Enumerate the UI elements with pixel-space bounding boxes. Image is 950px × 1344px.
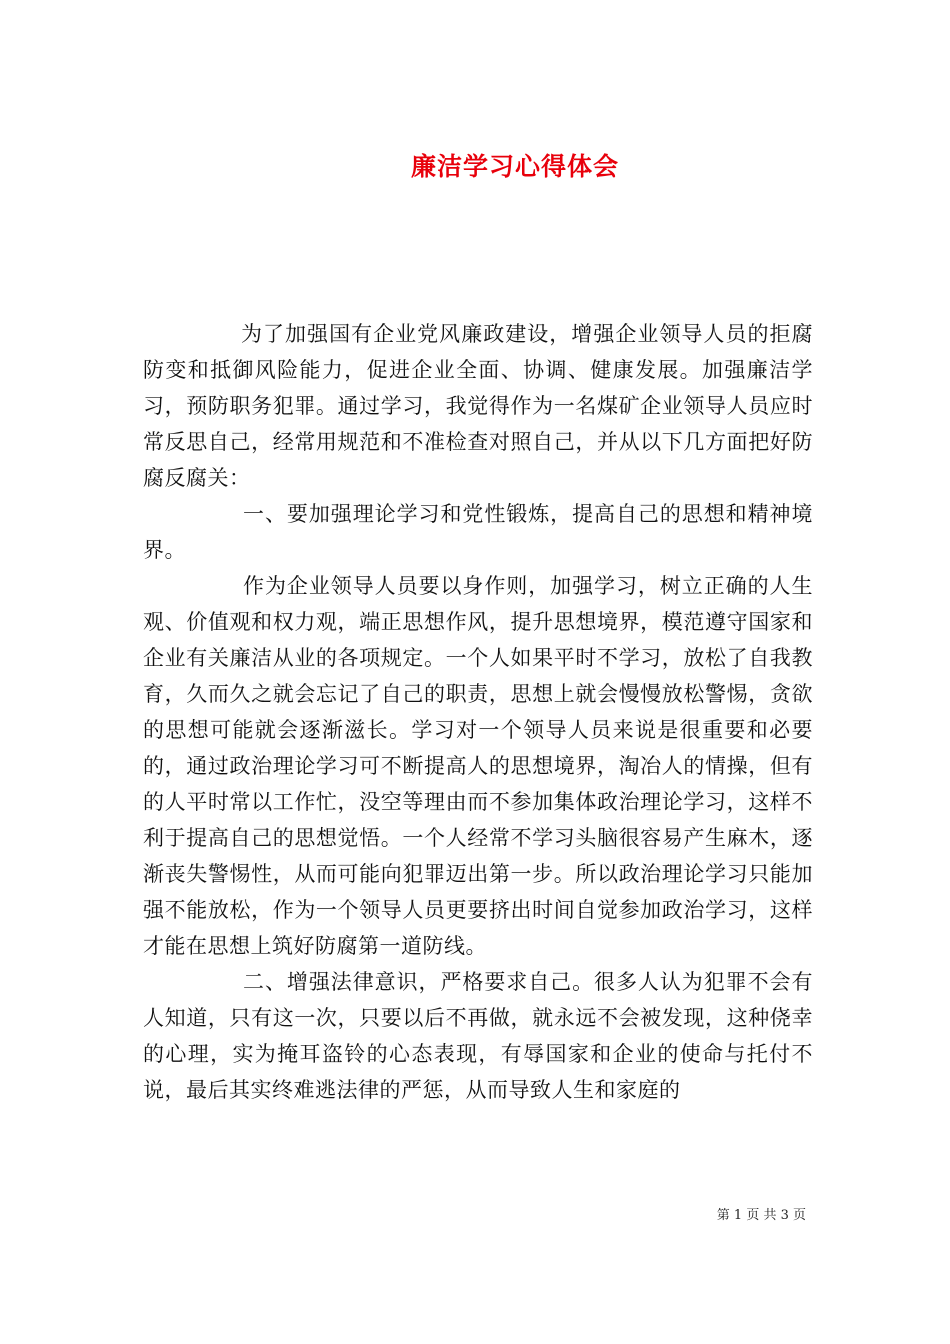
- paragraph-section-one-body: 作为企业领导人员要以身作则，加强学习，树立正确的人生观、价值观和权力观，端正思想作风，提升思想境界，模范遵守国家和企业有关廉洁从业的各项规定。一个人如果平时不学习，放松了自我教育，久而久之就会忘记了自己的职责，思想上就会慢慢放松警惕，贪欲的思想可能就会逐渐滋长。学习对一个领导人员来说是很重要和必要的，通过政治理论学习可不断提高人的思想境界，淘冶人的情操，但有的人平时常以工作忙，没空等理由而不参加集体政治理论学习，这样不利于提高自己的思想觉悟。一个人经常不学习头脑很容易产生麻木，逐渐丧失警惕性，从而可能向犯罪迈出第一步。所以政治理论学习只能加强不能放松，作为一个领导人员更要挤出时间自觉参加政治学习，这样才能在思想上筑好防腐第一道防线。: [143, 574, 813, 958]
- page-number: 第 1 页 共 3 页: [716, 1208, 806, 1223]
- document-title: 廉洁学习心得体会: [410, 151, 619, 181]
- paragraph-section-two: 二、增强法律意识，严格要求自己。很多人认为犯罪不会有人知道，只有这一次，只要以后不再做，就永远不会被发现，这种侥幸的心理，实为掩耳盗铃的心态表现，有辱国家和企业的使命与托付不说，最后其实终难逃法律的严惩，从而导致人生和家庭的: [143, 970, 813, 1102]
- paragraph-section-one-heading: 一、要加强理论学习和党性锻炼，提高自己的思想和精神境界。: [143, 502, 813, 562]
- document-body: [143, 316, 813, 1108]
- paragraph-intro: 为了加强国有企业党风廉政建设，增强企业领导人员的拒腐防变和抵御风险能力，促进企业全面、协调、健康发展。加强廉洁学习，预防职务犯罪。通过学习，我觉得作为一名煤矿企业领导人员应时常反思自己，经常用规范和不准检查对照自己，并从以下几方面把好防腐反腐关：: [143, 322, 813, 490]
